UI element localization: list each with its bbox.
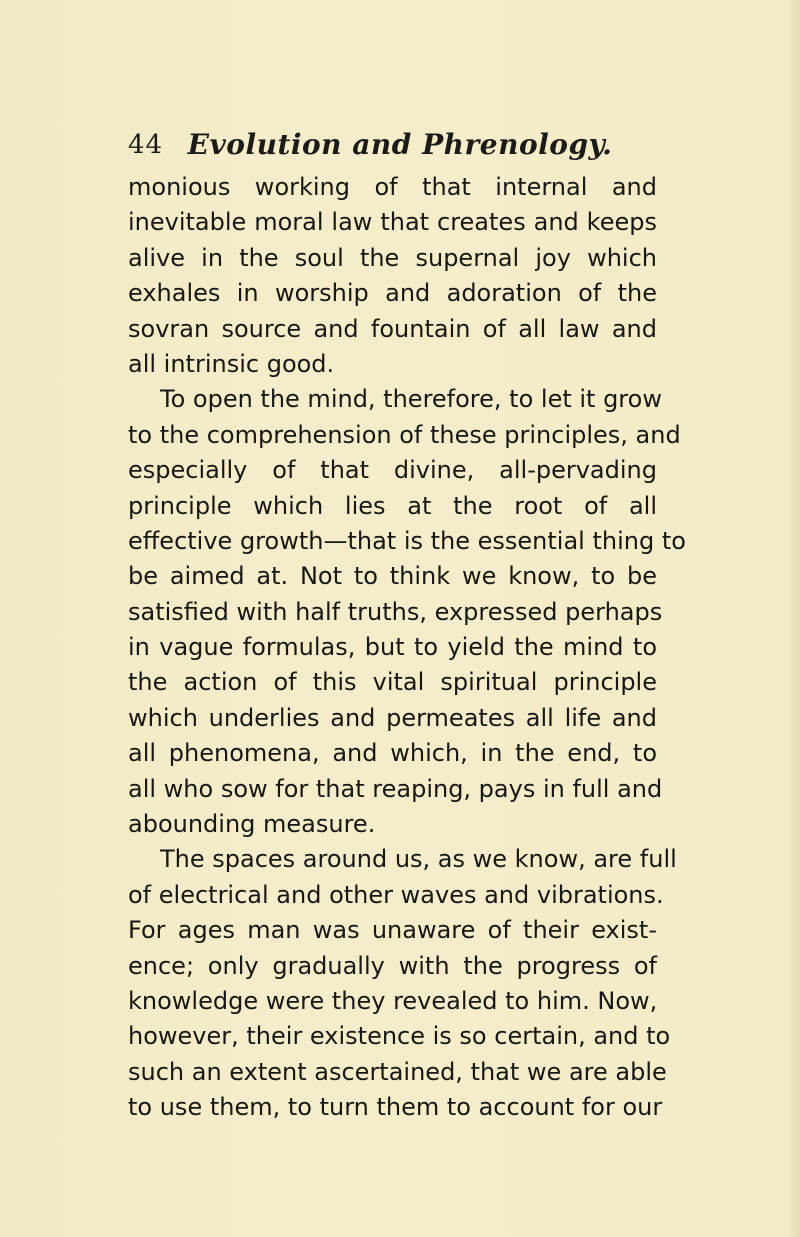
page-header <box>120 124 680 164</box>
page-edge-shadow <box>786 0 800 1237</box>
body-text <box>128 170 686 1126</box>
text-line: especially of that divine, all-pervading <box>128 456 657 485</box>
text-line: The spaces around us, as we know, are full <box>160 845 677 874</box>
text-line: To open the mind, therefore, to let it grow <box>160 385 662 414</box>
text-line: knowledge were they revealed to him. Now, <box>128 986 658 1015</box>
text-line: which underlies and permeates all life and <box>128 703 657 732</box>
text-line: the action of this vital spiritual principle <box>128 668 657 697</box>
text-line: all phenomena, and which, in the end, to <box>128 739 657 768</box>
text-line: effective growth—that is the essential thing to <box>128 526 686 555</box>
text-line: principle which lies at the root of all <box>128 491 657 520</box>
text-line: to the comprehension of these principles, and <box>128 420 681 449</box>
text-line: ence; only gradually with the progress of <box>128 951 657 980</box>
page-number: 44 <box>128 130 164 160</box>
text-line: such an extent ascertained, that we are able <box>128 1057 667 1086</box>
text-line: exhales in worship and adoration of the <box>128 279 657 308</box>
text-line: monious working of that internal and <box>128 173 657 201</box>
text-line: however, their existence is so certain, and to <box>128 1022 671 1051</box>
running-title: Evolution and Phrenology. <box>187 128 613 161</box>
text-line: For ages man was unaware of their exist- <box>128 916 657 945</box>
text-line: inevitable moral law that creates and keeps <box>128 208 657 237</box>
text-line: all intrinsic good. <box>128 349 335 378</box>
text-line: of electrical and other waves and vibrations. <box>128 880 664 909</box>
text-line: all who sow for that reaping, pays in full and <box>128 774 663 803</box>
text-line: abounding measure. <box>128 810 376 839</box>
text-line: to use them, to turn them to account for our <box>128 1093 663 1122</box>
text-line: satisfied with half truths, expressed perhaps <box>128 597 663 626</box>
text-line: alive in the soul the supernal joy which <box>128 243 657 272</box>
text-line: be aimed at. Not to think we know, to be <box>128 562 657 591</box>
text-line: sovran source and fountain of all law and <box>128 314 657 343</box>
text-line: in vague formulas, but to yield the mind to <box>128 633 657 662</box>
